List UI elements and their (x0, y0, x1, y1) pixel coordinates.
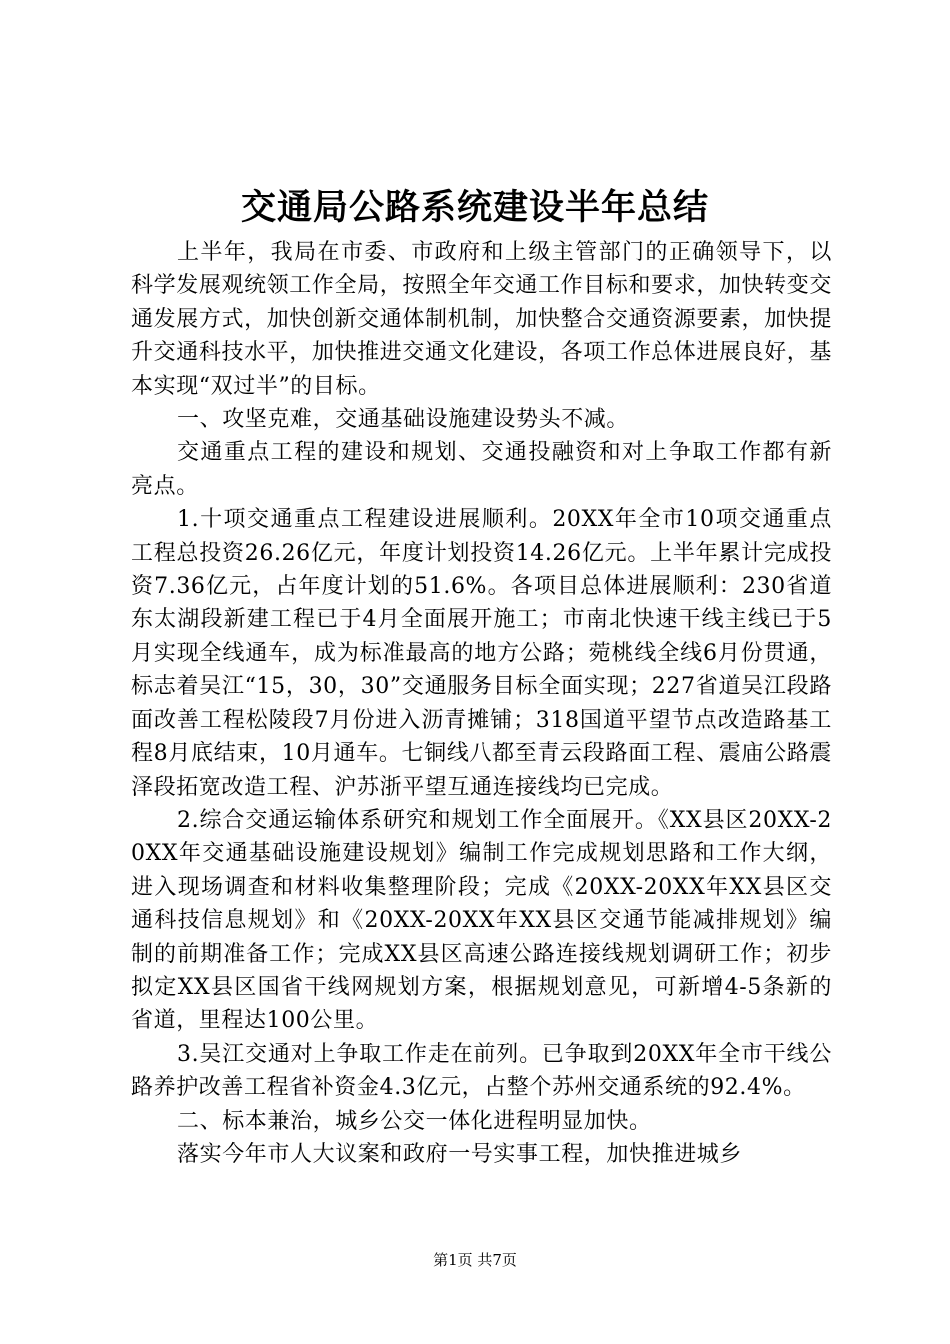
document-title: 交通局公路系统建设半年总结 (240, 187, 709, 228)
paragraph-item-2: 2.综合交通运输体系研究和规划工作全面展开。《XX县区20XX-20XX年交通基础设施建设规划》编制工作完成规划思路和工作大纲，进入现场调查和材料收集整理阶段；完成《20XX-20XX年XX县区交通科技信息规划》和《20XX-20XX年XX县区交通节能减排规划》编制的前期准备工作；完成XX县区高速公路连接线规划调研工作；初步拟定XX县区国省干线网规划方案，根据规划意见，可新增4-5条新的省道，里程达100公里。 (131, 807, 832, 1034)
section-heading-2: 二、标本兼治，城乡公交一体化进程明显加快。 (177, 1108, 652, 1134)
page-number-footer: 第1页 共7页 (433, 1251, 517, 1269)
document-body (131, 236, 832, 1171)
section-heading-1: 一、攻坚克难，交通基础设施建设势头不减。 (177, 407, 630, 433)
paragraph-intro: 上半年，我局在市委、市政府和上级主管部门的正确领导下，以科学发展观统领工作全局，按照全年交通工作目标和要求，加快转变交通发展方式，加快创新交通体制机制，加快整合交通资源要素，加快提升交通科技水平，加快推进交通文化建设，各项工作总体进展良好，基本实现“双过半”的目标。 (131, 240, 832, 399)
paragraph-item-3: 3.吴江交通对上争取工作走在前列。已争取到20XX年全市干线公路养护改善工程省补资金4.3亿元，占整个苏州交通系统的92.4%。 (131, 1041, 832, 1101)
paragraph-section-2-start: 落实今年市人大议案和政府一号实事工程，加快推进城乡 (177, 1141, 743, 1167)
paragraph-section-1-summary: 交通重点工程的建设和规划、交通投融资和对上争取工作都有新亮点。 (131, 440, 832, 499)
paragraph-item-1: 1.十项交通重点工程建设进展顺利。20XX年全市10项交通重点工程总投资26.26亿元，年度计划投资14.26亿元。上半年累计完成投资7.36亿元，占年度计划的51.6%。各项目总体进展顺利：230省道东太湖段新建工程已于4月全面展开施工；市南北快速干线主线已于5月实现全线通车，成为标准最高的地方公路；菀桃线全线6月份贯通，标志着吴江“15，30，30”交通服务目标全面实现；227省道吴江段路面改善工程松陵段7月份进入沥青摊铺；318国道平望节点改造路基工程8月底结束，10月通车。七铜线八都至青云段路面工程、震庙公路震泽段拓宽改造工程、沪苏浙平望互通连接线均已完成。 (131, 507, 832, 800)
